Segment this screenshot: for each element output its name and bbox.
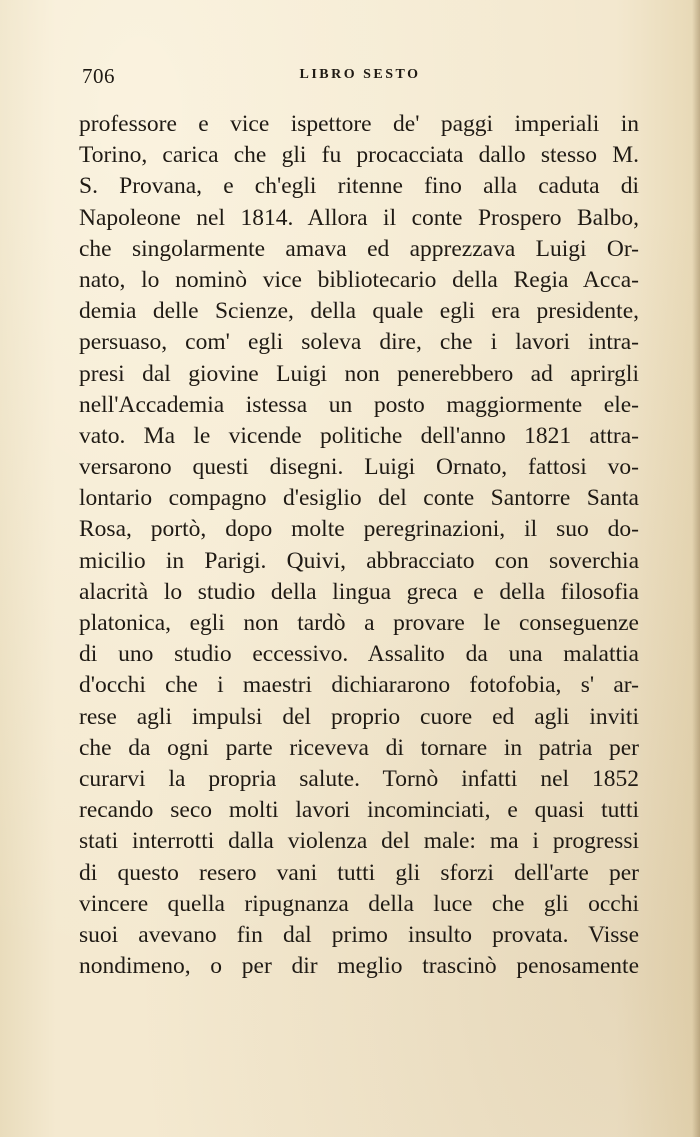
text-line: lontario compagno d'esiglio del conte Santorre Santa [79,485,639,512]
text-line: platonica, egli non tardò a provare le conseguenze [79,610,639,636]
running-head [82,64,638,94]
text-line: nondimeno, o per dir meglio trascinò penosamente [79,953,639,980]
text-line: persuaso, com' egli soleva dire, che i lavori intra- [79,329,639,356]
text-line: nell'Accademia istessa un posto maggiormente ele- [79,391,639,418]
text-line: che da ogni parte riceveva di tornare in patria per [79,734,639,761]
text-line: di uno studio eccessivo. Assalito da una malattia [79,641,639,668]
text-line: di questo resero vani tutti gli sforzi dell'arte per [79,859,639,886]
text-line: vincere quella ripugnanza della luce che gli occhi [79,890,639,917]
text-line: suoi avevano fin dal primo insulto provata. Visse [79,921,639,948]
body-text [79,109,639,982]
page-number: 706 [82,64,115,88]
text-line: versarono questi disegni. Luigi Ornato, fattosi vo- [79,454,639,481]
text-line: professore e vice ispettore de' paggi imperiali in [79,111,639,137]
text-line: d'occhi che i maestri dichiararono fotofobia, s' ar- [79,672,639,699]
page-edge-shadow [692,0,700,1137]
text-line: rese agli impulsi del proprio cuore ed agli inviti [79,703,639,730]
text-line: demia delle Scienze, della quale egli era presidente, [79,298,639,325]
text-line: alacrità lo studio della lingua greca e della filosofia [79,578,639,605]
text-line: presi dal giovine Luigi non penerebbero ad aprirgli [79,360,639,387]
text-line: nato, lo nominò vice bibliotecario della Regia Acca- [79,266,639,293]
text-line: micilio in Parigi. Quivi, abbracciato con soverchia [79,547,639,574]
text-line: stati interrotti dalla violenza del male: ma i progressi [79,828,639,855]
text-line: vato. Ma le vicende politiche dell'anno 1821 attra- [79,422,639,449]
text-line: S. Provana, e ch'egli ritenne fino alla caduta di [79,173,639,200]
text-line: che singolarmente amava ed apprezzava Luigi Or- [79,235,639,262]
text-line: curarvi la propria salute. Tornò infatti nel 1852 [79,765,639,792]
text-line: Torino, carica che gli fu procacciata dallo stesso M. [79,142,639,169]
text-line: Rosa, portò, dopo molte peregrinazioni, il suo do- [79,516,639,543]
running-title: LIBRO SESTO [299,67,421,82]
text-line: Napoleone nel 1814. Allora il conte Prospero Balbo, [79,204,639,231]
text-line: recando seco molti lavori incominciati, e quasi tutti [79,797,639,824]
